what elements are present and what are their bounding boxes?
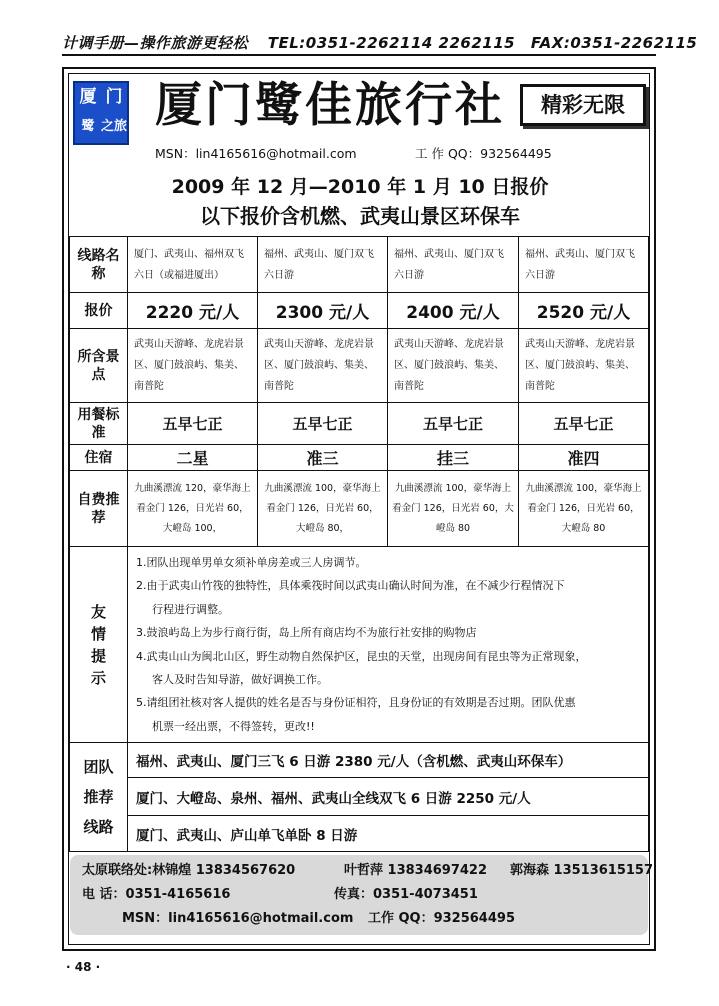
table-row xyxy=(70,778,649,816)
price-period: 2009 年 12 月—2010 年 1 月 10 日报价 xyxy=(171,176,549,198)
route-cell: 福州、武夷山、厦门双飞六日游 xyxy=(519,237,649,293)
header-tel: TEL:0351-2262114 2262115 xyxy=(267,34,516,52)
recommend-label xyxy=(70,743,128,852)
logo-char: 之旅 xyxy=(101,119,128,134)
price-cell: 2220 元/人 xyxy=(128,293,258,329)
recommend-route: 厦门、大嶝岛、泉州、福州、武夷山全线双飞 6 日游 2250 元/人 xyxy=(128,778,649,816)
tip-item: 5.请组团社核对客人提供的姓名是否与身份证相符，且身份证的有效期是否过期。团队优惠 xyxy=(136,696,576,710)
meals-cell: 五早七正 xyxy=(258,403,388,445)
contact-fax: 传真：0351-4073451 xyxy=(334,887,478,902)
table-row xyxy=(70,743,649,778)
meals-cell: 五早七正 xyxy=(519,403,649,445)
contact-person: 郭海森 13513615157 xyxy=(510,863,654,878)
row-label-hotel: 住宿 xyxy=(70,445,128,471)
logo-char: 门 xyxy=(105,87,123,107)
tip-item: 1.团队出现单男单女须补单房差或三人房调节。 xyxy=(136,555,367,569)
company-msn: MSN：lin4165616@hotmail.com xyxy=(155,146,357,161)
hotel-cell: 二星 xyxy=(128,445,258,471)
contact-person: 林锦煌 13834567620 xyxy=(152,863,296,878)
row-label-spots: 所含景点 xyxy=(70,329,128,403)
spots-cell: 武夷山天游峰、龙虎岩景区、厦门鼓浪屿、集美、南普陀 xyxy=(258,329,388,403)
meals-cell: 五早七正 xyxy=(388,403,519,445)
contact-qq: 工作 QQ：932564495 xyxy=(367,911,515,926)
recommend-route: 福州、武夷山、厦门三飞 6 日游 2380 元/人（含机燃、武夷山环保车） xyxy=(128,743,649,778)
company-contact xyxy=(155,144,585,164)
tips-label xyxy=(70,547,128,743)
table-row xyxy=(70,237,649,293)
company-qq: 工 作 QQ：932564495 xyxy=(415,146,552,161)
table-row xyxy=(70,816,649,852)
table-row xyxy=(70,403,649,445)
tips-label-text: 友情提示 xyxy=(90,602,106,687)
route-cell: 福州、武夷山、厦门双飞六日游 xyxy=(388,237,519,293)
spots-cell: 武夷山天游峰、龙虎岩景区、厦门鼓浪屿、集美、南普陀 xyxy=(519,329,649,403)
row-label-price: 报价 xyxy=(70,293,128,329)
header-slogan: 计调手册—操作旅游更轻松 xyxy=(62,34,249,52)
page-header xyxy=(62,30,698,56)
contact-row xyxy=(82,907,636,931)
tip-item: 3.鼓浪屿岛上为步行商行街，岛上所有商店均不为旅行社安排的购物店 xyxy=(136,626,477,640)
tips-list xyxy=(128,547,649,743)
table-row xyxy=(70,471,649,547)
selfpay-cell: 九曲溪漂流 120，豪华海上看金门 126，日光岩 60，大嶝岛 100， xyxy=(128,471,258,547)
recommend-route: 厦门、武夷山、庐山单飞单卧 8 日游 xyxy=(128,816,649,852)
taiyuan-label: 太原联络处: xyxy=(82,863,153,878)
logo-char: 鹭 xyxy=(81,119,95,134)
price-table xyxy=(69,236,649,852)
table-row xyxy=(70,293,649,329)
tip-item: 客人及时告知导游，做好调换工作。 xyxy=(152,672,328,686)
tip-item: 行程进行调整。 xyxy=(152,602,229,616)
hotel-cell: 准三 xyxy=(258,445,388,471)
price-cell: 2400 元/人 xyxy=(388,293,519,329)
tagline-box: 精彩无限 xyxy=(520,84,646,126)
price-cell: 2300 元/人 xyxy=(258,293,388,329)
row-label-route: 线路名称 xyxy=(70,237,128,293)
selfpay-cell: 九曲溪漂流 100，豪华海上看金门 126，日光岩 60，大嶝岛 80， xyxy=(258,471,388,547)
tip-item: 4.武夷山山为闽北山区，野生动物自然保护区，昆虫的天堂，出现房间有昆虫等为正常现象， xyxy=(136,649,587,663)
row-label-meals: 用餐标准 xyxy=(70,403,128,445)
contact-phone: 电 话：0351-4165616 xyxy=(82,887,231,902)
tip-item: 机票一经出票，不得签转，更改!! xyxy=(152,719,315,733)
meals-cell: 五早七正 xyxy=(128,403,258,445)
hotel-cell: 准四 xyxy=(519,445,649,471)
header-fax: FAX:0351-2262115 xyxy=(530,34,698,52)
selfpay-cell: 九曲溪漂流 100，豪华海上看金门 126，日光岩 60，大嶝岛 80 xyxy=(519,471,649,547)
company-logo xyxy=(73,81,129,145)
price-note: 以下报价含机燃、武夷山景区环保车 xyxy=(200,204,520,228)
company-name: 厦门鹭佳旅行社 xyxy=(155,78,505,133)
spots-cell: 武夷山天游峰、龙虎岩景区、厦门鼓浪屿、集美、南普陀 xyxy=(128,329,258,403)
contact-row xyxy=(82,859,654,883)
contact-box xyxy=(70,855,654,935)
spots-cell: 武夷山天游峰、龙虎岩景区、厦门鼓浪屿、集美、南普陀 xyxy=(388,329,519,403)
contact-row xyxy=(82,883,636,907)
recommend-label-text: 团队推荐线路 xyxy=(83,758,114,836)
table-row xyxy=(70,445,649,471)
row-label-selfpay: 自费推荐 xyxy=(70,471,128,547)
hotel-cell: 挂三 xyxy=(388,445,519,471)
table-row xyxy=(70,547,649,743)
price-cell: 2520 元/人 xyxy=(519,293,649,329)
contact-msn: MSN：lin4165616@hotmail.com xyxy=(122,911,354,926)
route-cell: 厦门、武夷山、福州双飞六日（或福进厦出） xyxy=(128,237,258,293)
tip-item: 2.由于武夷山竹筏的独特性，具体乘筏时间以武夷山确认时间为准，在不减少行程情况下 xyxy=(136,579,565,593)
contact-person: 叶哲萍 13834697422 xyxy=(344,863,488,878)
selfpay-cell: 九曲溪漂流 100，豪华海上看金门 126，日光岩 60，大嶝岛 80 xyxy=(388,471,519,547)
table-row xyxy=(70,329,649,403)
route-cell: 福州、武夷山、厦门双飞六日游 xyxy=(258,237,388,293)
logo-char: 厦 xyxy=(79,87,97,107)
page-number: · 48 · xyxy=(66,960,101,974)
